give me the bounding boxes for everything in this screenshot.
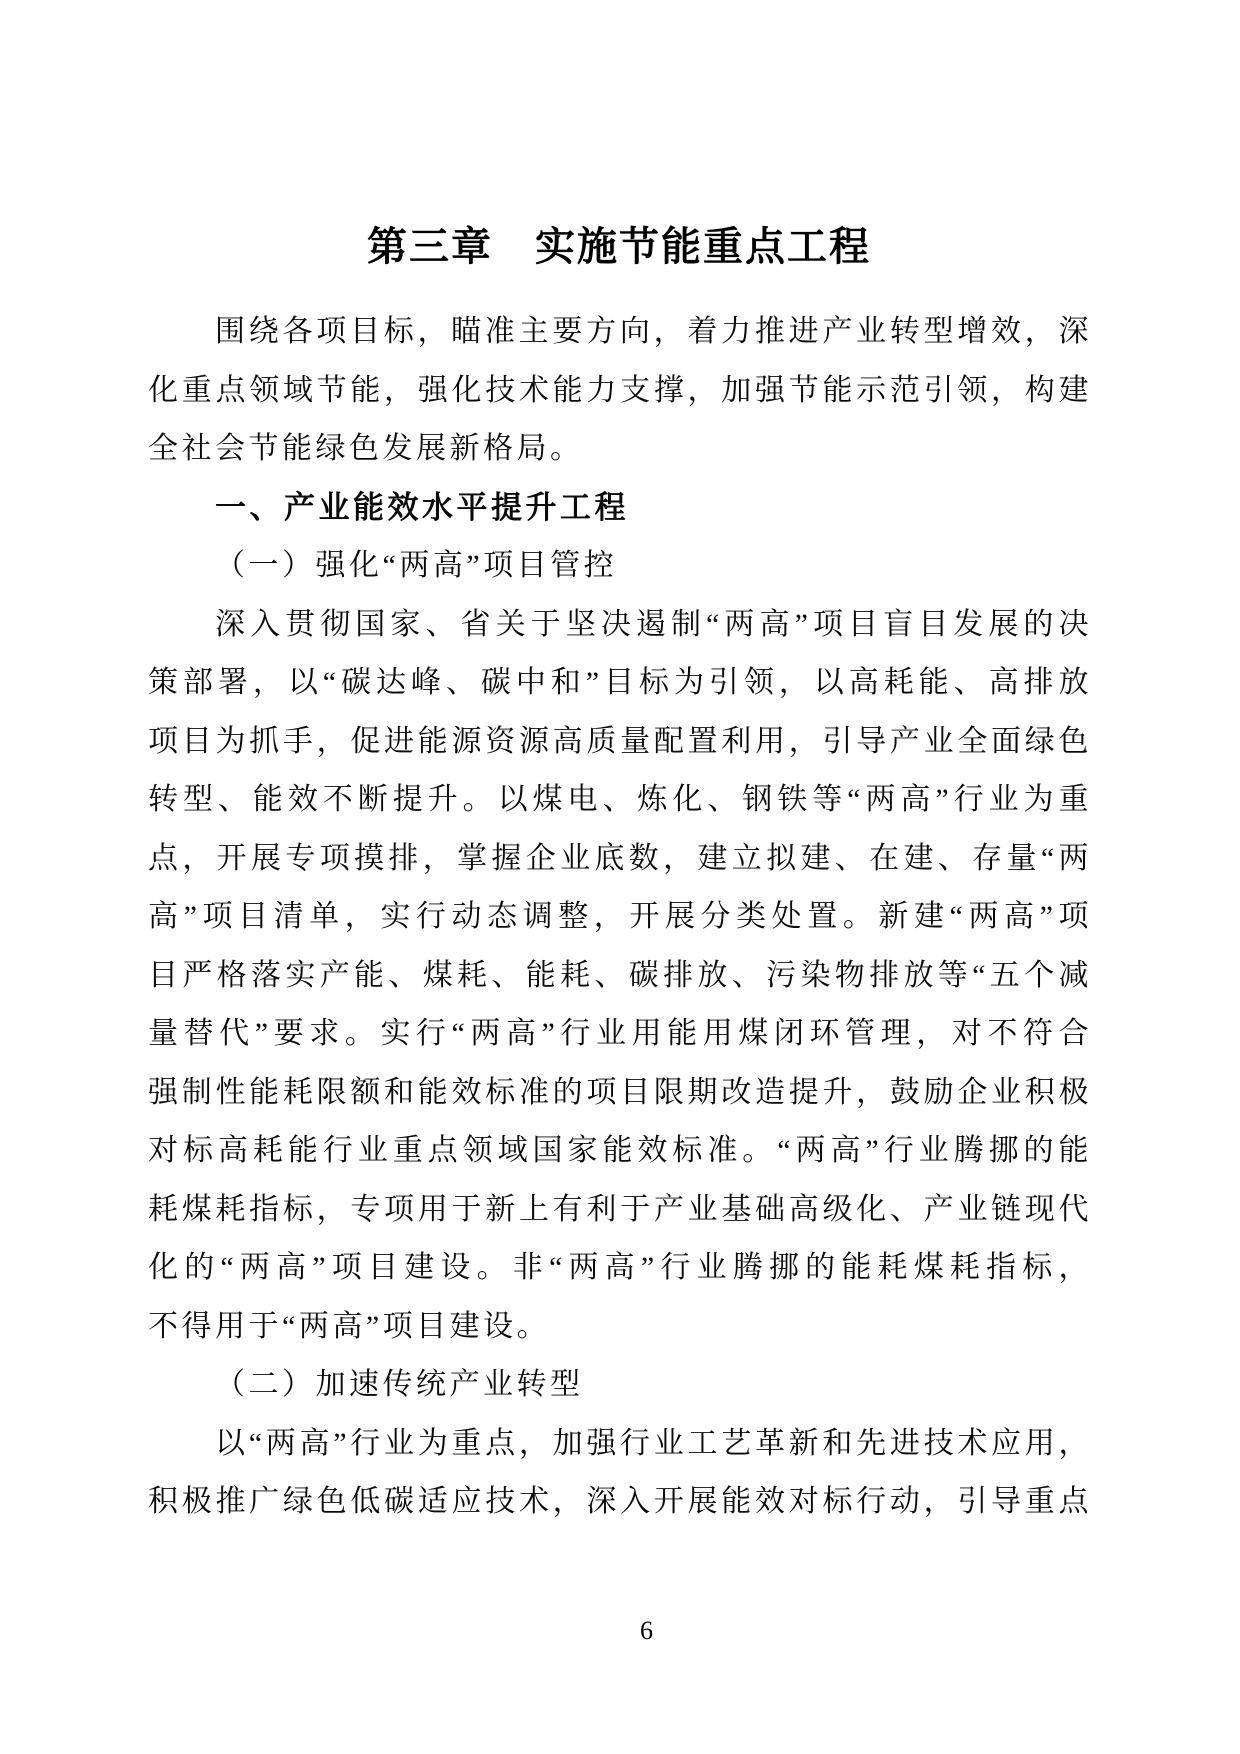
subsection-1-paragraph-line: 目严格落实产能、煤耗、能耗、碳排放、污染物排放等“五个减 [148,958,1092,992]
subsection-1-paragraph-line: 化的“两高”项目建设。非“两高”行业腾挪的能耗煤耗指标， [148,1251,1092,1284]
body-text [148,303,1092,1532]
subsection-1-paragraph-line: 不得用于“两高”项目建设。 [148,1309,551,1343]
subsection-1-paragraph-line: 转型、能效不断提升。以煤电、炼化、钢铁等“两高”行业为重 [148,783,1092,816]
section-1-heading: 一、产业能效水平提升工程 [215,489,629,525]
subsection-1-heading: （一）强化“两高”项目管控 [215,549,618,582]
subsection-1-paragraph-line: 项目为抓手，促进能源资源高质量配置利用，引导产业全面绿色 [148,724,1092,758]
subsection-1-paragraph-line: 深入贯彻国家、省关于坚决遏制“两高”项目盲目发展的决 [215,607,1092,641]
intro-paragraph-line: 全社会节能绿色发展新格局。 [148,432,584,465]
intro-paragraph-line: 围绕各项目标，瞄准主要方向，着力推进产业转型增效，深 [215,315,1092,348]
subsection-1-paragraph-line: 强制性能耗限额和能效标准的项目限期改造提升，鼓励企业积极 [148,1075,1092,1109]
intro-paragraph-line: 化重点领域节能，强化技术能力支撑，加强节能示范引领，构建 [148,373,1092,407]
subsection-1-paragraph-line: 对标高耗能行业重点领域国家能效标准。“两高”行业腾挪的能 [148,1134,1092,1167]
chapter-title: 第三章 实施节能重点工程 [367,225,871,269]
subsection-1-paragraph-line: 耗煤耗指标，专项用于新上有利于产业基础高级化、产业链现代 [148,1192,1092,1226]
subsection-1-paragraph-line: 策部署，以“碳达峰、碳中和”目标为引领，以高耗能、高排放 [148,666,1092,699]
subsection-2-paragraph-line: 积极推广绿色低碳适应技术，深入开展能效对标行动，引导重点 [148,1485,1092,1518]
subsection-1-paragraph-line: 点，开展专项摸排，掌握企业底数，建立拟建、在建、存量“两 [148,841,1092,875]
subsection-1-paragraph-line: 量替代”要求。实行“两高”行业用能用煤闭环管理，对不符合 [148,1017,1092,1050]
subsection-2-heading: （二）加速传统产业转型 [215,1368,584,1401]
subsection-1-paragraph-line: 高”项目清单，实行动态调整，开展分类处置。新建“两高”项 [148,900,1092,933]
subsection-2-paragraph-line: 以“两高”行业为重点，加强行业工艺革新和先进技术应用， [215,1426,1092,1460]
page-number: 6 [640,1616,653,1645]
